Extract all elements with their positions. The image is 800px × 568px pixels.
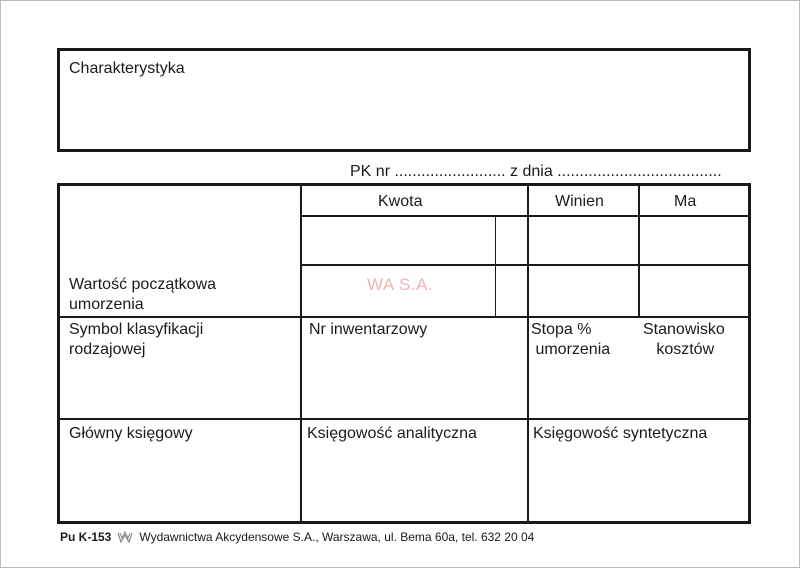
row-line: [301, 215, 749, 217]
cost-center-label: Stanowisko kosztów: [643, 321, 725, 358]
credit-header: Ma: [674, 193, 697, 210]
chief-accountant-label: Główny księgowy: [69, 425, 193, 442]
publisher-logo-icon: [117, 529, 133, 545]
publisher-info: Wydawnictwa Akcydensowe S.A., Warszawa, ul. Bema 60a, tel. 632 20 04: [139, 530, 535, 544]
depreciation-rate-label: Stopa % umorzenia: [531, 321, 611, 358]
column-line: [527, 186, 529, 522]
footer: [60, 529, 534, 545]
pk-number-date-line: PK nr ......................... z dnia .....................................: [350, 163, 722, 180]
inventory-number-label: Nr inwentarzowy: [309, 321, 428, 338]
characteristics-label: Charakterystyka: [69, 60, 185, 77]
form-code: Pu K-153: [60, 530, 112, 544]
initial-value-label: Wartość początkowa umorzenia: [69, 276, 217, 313]
column-line: [638, 186, 640, 317]
column-line: [300, 186, 302, 522]
column-line: [495, 216, 496, 317]
row-line: [60, 418, 749, 420]
row-line: [60, 316, 749, 318]
amount-header: Kwota: [378, 193, 423, 210]
debit-header: Winien: [555, 193, 604, 210]
classification-symbol-label: Symbol klasyfikacji rodzajowej: [69, 321, 204, 358]
synthetic-accounting-label: Księgowość syntetyczna: [533, 425, 708, 442]
analytic-accounting-label: Księgowość analityczna: [307, 425, 477, 442]
watermark-stamp: WA S.A.: [367, 275, 434, 294]
row-line: [301, 264, 749, 266]
